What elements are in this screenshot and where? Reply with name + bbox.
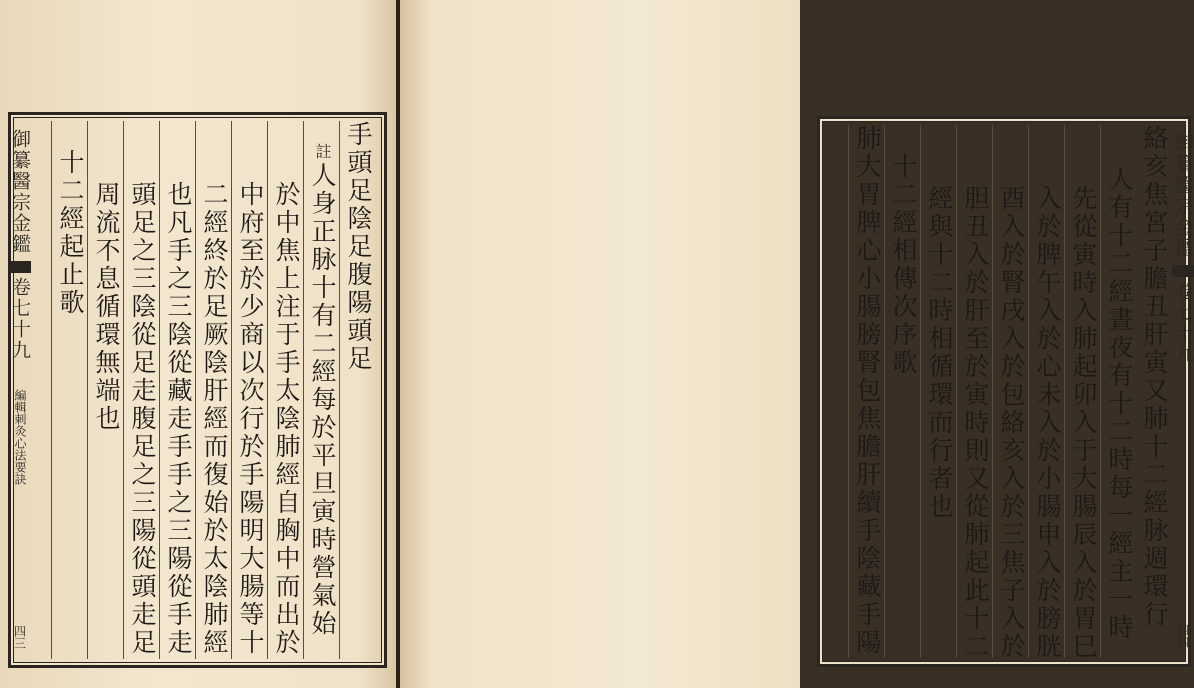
right-page-frame bbox=[817, 116, 1194, 667]
text-column bbox=[159, 121, 196, 659]
fishtail-mark bbox=[1172, 265, 1194, 277]
column-text: 二經終於足厥陰肝經而復始於太陰肺經 bbox=[200, 181, 229, 657]
column-text: 入於脾午入於心未入於小腸申入於膀胱 bbox=[1033, 185, 1062, 661]
book-title: 御纂醫宗金鑑 bbox=[1172, 133, 1194, 259]
column-text: 人有十二經晝夜有十二時每一經主一時 bbox=[1105, 166, 1134, 642]
volume-label: 卷七十九 bbox=[1172, 281, 1194, 365]
right-center-block bbox=[1172, 125, 1194, 658]
text-column bbox=[1028, 125, 1065, 661]
fishtail-mark bbox=[9, 261, 31, 273]
column-text: 肺大胃脾心小腸膀腎包焦膽肝續手陰藏手陽 bbox=[853, 125, 882, 657]
text-column bbox=[123, 121, 160, 659]
page-number: 四四 bbox=[1175, 624, 1190, 648]
text-column bbox=[992, 125, 1029, 661]
text-column bbox=[231, 121, 268, 659]
column-text: 人身正脉十有二經每於平旦寅時營氣始 bbox=[308, 162, 337, 638]
page-number: 四三 bbox=[12, 625, 27, 649]
column-text: 先從寅時入肺起卯入于大腸辰入於胃巳 bbox=[1069, 185, 1098, 661]
text-column bbox=[920, 125, 957, 658]
column-text: 頭足之三陰從足走腹足之三陽從頭走足 bbox=[128, 181, 157, 657]
column-text: 絡亥焦宮子膽丑肝寅又肺十二經脉週環行 bbox=[1140, 125, 1169, 629]
text-column bbox=[1136, 125, 1172, 658]
book-title: 御纂醫宗金鑑 bbox=[9, 129, 31, 255]
text-column bbox=[1100, 125, 1137, 658]
text-column bbox=[87, 121, 124, 659]
volume-label: 卷七十九 bbox=[9, 277, 31, 361]
column-text: 中府至於少商以次行於手陽明大腸等十 bbox=[236, 181, 265, 657]
column-text: 手頭足陰足腹陽頭足 bbox=[344, 121, 373, 373]
text-column bbox=[956, 125, 993, 661]
text-column bbox=[339, 121, 376, 659]
left-center-block bbox=[9, 121, 31, 659]
annotation-mark: 註 bbox=[313, 143, 332, 162]
text-column bbox=[195, 121, 232, 659]
left-page bbox=[0, 0, 398, 688]
column-text: 胆丑入於肝至於寅時則又從肺起此十二 bbox=[961, 185, 990, 661]
column-text: 酉入於腎戌入於包絡亥入於三焦子入於 bbox=[997, 185, 1026, 661]
heading-text: 十二經相傳次序歌 bbox=[889, 153, 918, 377]
text-column bbox=[267, 121, 304, 659]
right-page bbox=[400, 0, 1194, 688]
annotation-mark: 註 bbox=[1110, 147, 1129, 166]
text-column bbox=[884, 125, 921, 658]
heading-text: 十二經起止歌 bbox=[56, 149, 85, 317]
column-text: 經與十二時相循環而行者也 bbox=[925, 185, 954, 521]
text-column bbox=[51, 121, 88, 659]
column-text: 於中焦上注于手太陰肺經自胸中而出於 bbox=[272, 181, 301, 657]
column-text: 周流不息循環無端也 bbox=[92, 181, 121, 433]
section-label: 編輯刺灸心法要訣 bbox=[13, 389, 27, 485]
column-text: 也凡手之三陰從藏走手手之三陽從手走 bbox=[164, 181, 193, 657]
left-page-frame bbox=[8, 112, 387, 668]
text-column bbox=[848, 125, 885, 658]
text-column bbox=[1064, 125, 1101, 661]
text-column bbox=[303, 121, 340, 659]
